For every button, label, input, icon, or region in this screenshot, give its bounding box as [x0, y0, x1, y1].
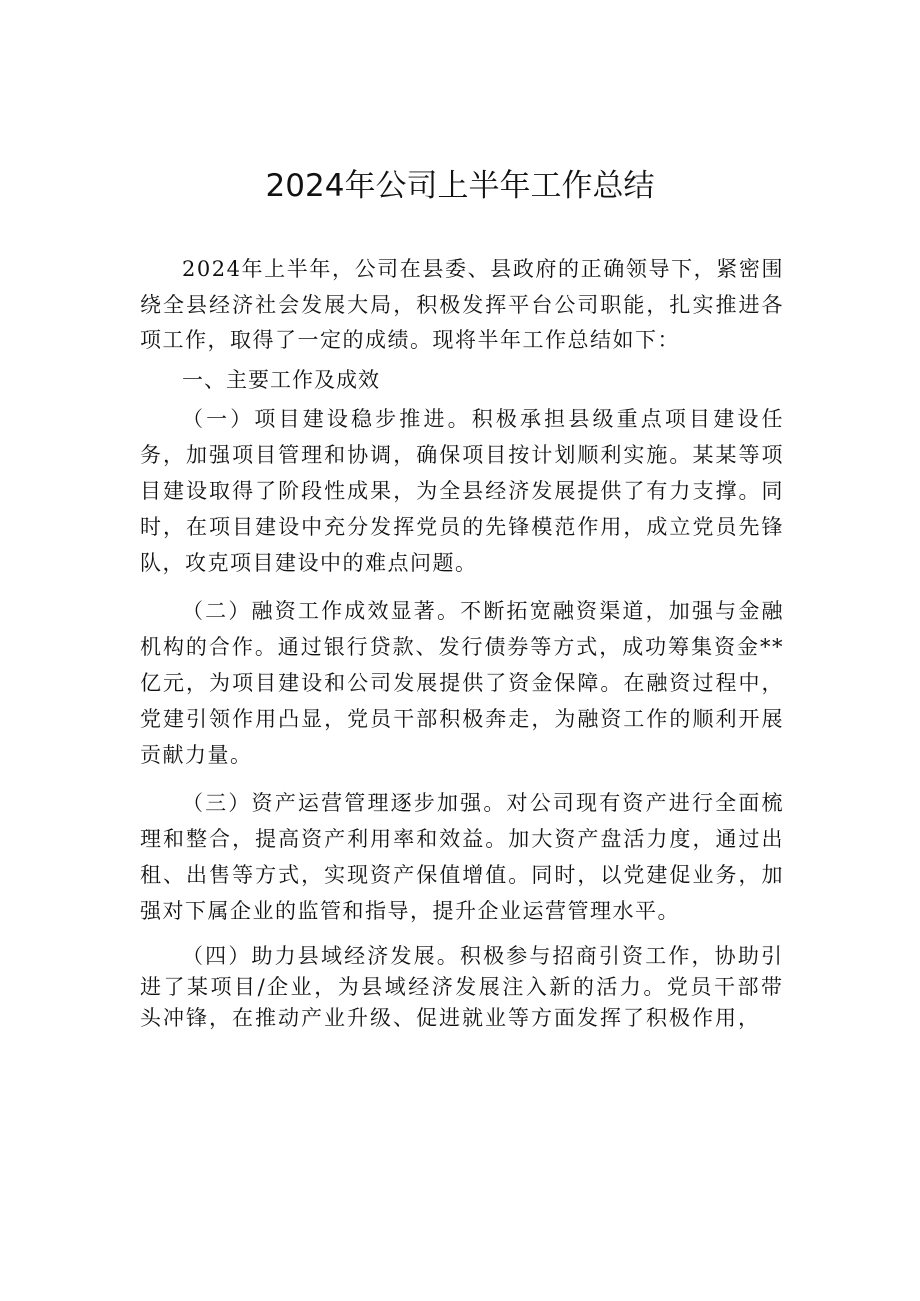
section-heading: 一、主要工作及成效 — [182, 367, 380, 392]
section-paragraph-3: （三）资产运营管理逐步加强。对公司现有资产进行全面梳理和整合，提高资产利用率和效益。加大资产盘活力度，通过出租、出售等方式，实现资产保值增值。同时，以党建促业务，加强对下属企业的监管和指导，提升企业运营管理水平。 — [140, 790, 784, 923]
intro-paragraph: 2024年上半年，公司在县委、县政府的正确领导下，紧密围绕全县经济社会发展大局，积极发挥平台公司职能，扎实推进各项工作，取得了一定的成绩。现将半年工作总结如下： — [140, 257, 784, 352]
section-paragraph-4: （四）助力县域经济发展。积极参与招商引资工作，协助引进了某项目/企业，为县域经济发展注入新的活力。党员干部带头冲锋，在推动产业升级、促进就业等方面发挥了积极作用， — [140, 943, 784, 1030]
section-paragraph-1: （一）项目建设稳步推进。积极承担县级重点项目建设任务，加强项目管理和协调，确保项目按计划顺利实施。某某等项目建设取得了阶段性成果，为全县经济发展提供了有力支撑。同时，在项目建设中充分发挥党员的先锋模范作用，成立党员先锋队，攻克项目建设中的难点问题。 — [140, 406, 784, 575]
document-body — [140, 252, 784, 1034]
document-title: 2024年公司上半年工作总结 — [265, 168, 655, 204]
section-paragraph-2: （二）融资工作成效显著。不断拓宽融资渠道，加强与金融机构的合作。通过银行贷款、发行债券等方式，成功筹集资金**亿元，为项目建设和公司发展提供了资金保障。在融资过程中，党建引领作用凸显，党员干部积极奔走，为融资工作的顺利开展贡献力量。 — [140, 598, 784, 767]
